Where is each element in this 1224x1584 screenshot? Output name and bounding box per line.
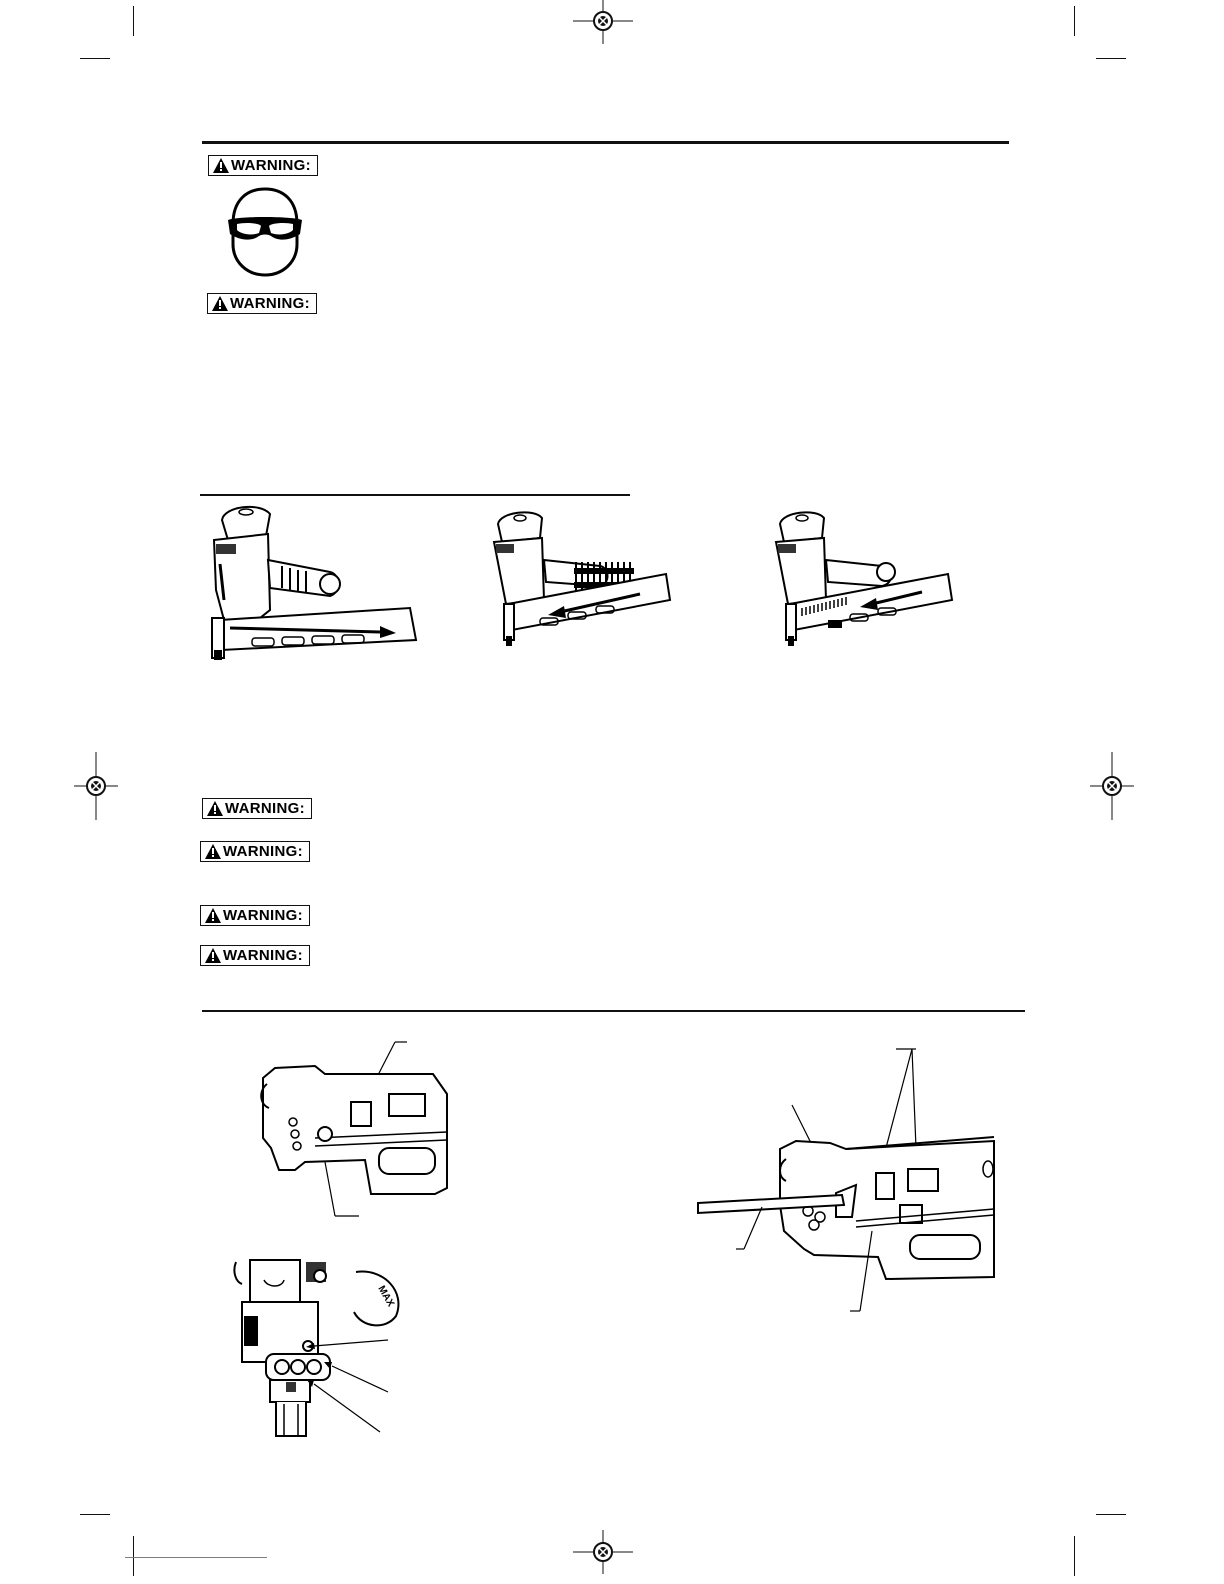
section-rule-top bbox=[202, 141, 1009, 144]
warning-text: WARNING: bbox=[225, 800, 305, 817]
registration-target-right bbox=[1090, 752, 1134, 820]
crop-mark-bottom-left bbox=[133, 1536, 134, 1576]
warning-text: WARNING: bbox=[223, 843, 303, 860]
nailer-figure-pusher-released bbox=[772, 508, 962, 658]
blue-underline bbox=[125, 1557, 267, 1558]
warning-text: WARNING: bbox=[230, 295, 310, 312]
registration-target-bottom bbox=[573, 1530, 633, 1574]
crop-mark-top-right-h bbox=[1096, 58, 1126, 59]
warning-triangle-icon bbox=[205, 844, 221, 859]
section-rule-bottom bbox=[202, 1010, 1025, 1012]
registration-target-left bbox=[74, 752, 118, 820]
warning-label-3 bbox=[202, 798, 312, 819]
crop-mark-top-left-h bbox=[80, 58, 110, 59]
warning-label-6 bbox=[200, 945, 310, 966]
warning-text: WARNING: bbox=[223, 947, 303, 964]
warning-triangle-icon bbox=[213, 158, 229, 173]
safety-goggles-face-icon bbox=[225, 186, 305, 278]
jam-clearing-rod-figure bbox=[696, 1045, 996, 1320]
warning-label-4 bbox=[200, 841, 310, 862]
crop-mark-bottom-left-h bbox=[80, 1514, 110, 1515]
warning-triangle-icon bbox=[205, 908, 221, 923]
warning-triangle-icon bbox=[205, 948, 221, 963]
crop-mark-top-left bbox=[133, 6, 134, 36]
crop-mark-bottom-right-h bbox=[1096, 1514, 1126, 1515]
warning-triangle-icon bbox=[212, 296, 228, 311]
warning-triangle-icon bbox=[207, 801, 223, 816]
section-rule-middle bbox=[200, 494, 630, 496]
warning-label-1 bbox=[208, 155, 318, 176]
nailer-figure-strip-inserted bbox=[490, 508, 680, 658]
warning-label-5 bbox=[200, 905, 310, 926]
nose-front-view-figure bbox=[228, 1258, 408, 1448]
warning-text: WARNING: bbox=[231, 157, 311, 174]
warning-label-2 bbox=[207, 293, 317, 314]
nose-latch-closeup-figure bbox=[255, 1038, 465, 1218]
warning-text: WARNING: bbox=[223, 907, 303, 924]
nose-dial-label: MAX bbox=[375, 1284, 397, 1309]
nailer-figure-magazine-retracted bbox=[200, 500, 430, 670]
crop-mark-bottom-right bbox=[1074, 1536, 1075, 1576]
crop-mark-top-right bbox=[1074, 6, 1075, 36]
registration-target-top bbox=[573, 0, 633, 44]
